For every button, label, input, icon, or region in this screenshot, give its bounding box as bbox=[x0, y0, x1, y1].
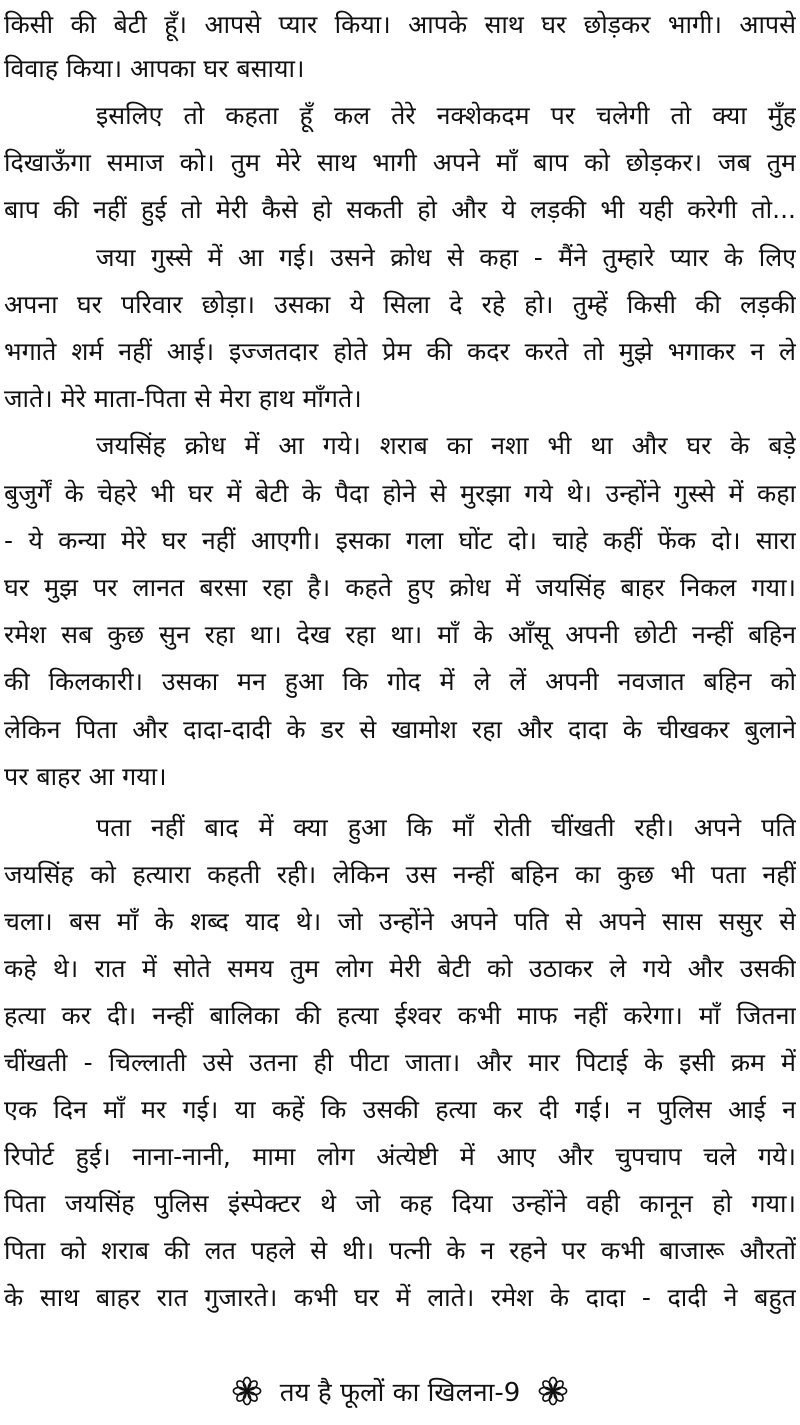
text-line: घर मुझ पर लानत बरसा रहा है। कहते हुए क्रोध में जयसिंह बाहर निकल गया। bbox=[4, 573, 796, 602]
text-line: दिखाऊँगा समाज को। तुम मेरे साथ भागी अपने माँ बाप को छोड़कर। जब तुम bbox=[4, 148, 796, 177]
text-line: बुजुर्गें के चेहरे भी घर में बेटी के पैदा होने से मुरझा गये थे। उन्होंने गुस्से में कहा bbox=[4, 479, 796, 508]
page-footer bbox=[0, 1366, 800, 1416]
text-line: के साथ बाहर रात गुजारते। कभी घर में लाते। रमेश के दादा - दादी ने बहुत bbox=[4, 1283, 796, 1312]
text-line: चला। बस माँ के शब्द याद थे। जो उन्होंने अपने पति से अपने सास ससुर से bbox=[4, 907, 796, 936]
text-line: जयसिंह को हत्यारा कहती रही। लेकिन उस नन्हीं बहिन का कुछ भी पता नहीं bbox=[4, 860, 796, 889]
text-line: पिता जयसिंह पुलिस इंस्पेक्टर थे जो कह दिया उन्होंने वही कानून हो गया। bbox=[4, 1189, 796, 1218]
text-line: पिता को शराब की लत पहले से थी। पत्नी के न रहने पर कभी बाजारू औरतों bbox=[4, 1236, 796, 1265]
page-footer-title: तय है फूलों का खिलना-9 bbox=[279, 1378, 521, 1408]
text-line: भगाते शर्म नहीं आई। इज्जतदार होते प्रेम की कदर करते तो मुझे भगाकर न ले bbox=[4, 337, 796, 366]
flower-ornament-icon bbox=[232, 1376, 262, 1406]
flower-ornament-icon bbox=[538, 1376, 568, 1406]
text-line: हत्या कर दी। नन्हीं बालिका की हत्या ईश्वर कभी माफ नहीं करेगा। माँ जितना bbox=[4, 1001, 796, 1030]
text-line: - ये कन्या मेरे घर नहीं आएगी। इसका गला घोंट दो। चाहे कहीं फेंक दो। सारा bbox=[4, 526, 796, 555]
text-line: जाते। मेरे माता-पिता से मेरा हाथ माँगते। bbox=[4, 384, 362, 413]
text-line: लेकिन पिता और दादा-दादी के डर से खामोश रहा और दादा के चीखकर बुलाने bbox=[4, 715, 796, 744]
text-line: जया गुस्से में आ गई। उसने क्रोध से कहा - मैंने तुम्हारे प्यार के लिए bbox=[96, 243, 796, 272]
text-line: बाप की नहीं हुई तो मेरी कैसे हो सकती हो और ये लड़की भी यही करेगी तो... bbox=[4, 195, 796, 224]
text-line: कहे थे। रात में सोते समय तुम लोग मेरी बेटी को उठाकर ले गये और उसकी bbox=[4, 954, 796, 983]
text-line: किसी की बेटी हूँ। आपसे प्यार किया। आपके साथ घर छोड़कर भागी। आपसे bbox=[4, 10, 796, 39]
text-line: पर बाहर आ गया। bbox=[4, 762, 167, 791]
text-line: की किलकारी। उसका मन हुआ कि गोद में ले लें अपनी नवजात बहिन को bbox=[4, 667, 796, 696]
text-line: चींखती - चिल्लाती उसे उतना ही पीटा जाता। और मार पिटाई के इसी क्रम में bbox=[4, 1048, 796, 1077]
text-line: रिपोर्ट हुई। नाना-नानी, मामा लोग अंत्येष्टी में आए और चुपचाप चले गये। bbox=[4, 1142, 796, 1171]
text-line: पता नहीं बाद में क्या हुआ कि माँ रोती चींखती रही। अपने पति bbox=[96, 813, 796, 842]
text-line: अपना घर परिवार छोड़ा। उसका ये सिला दे रहे हो। तुम्हें किसी की लड़की bbox=[4, 290, 796, 319]
text-line: एक दिन माँ मर गई। या कहें कि उसकी हत्या कर दी गई। न पुलिस आई न bbox=[4, 1095, 796, 1124]
text-line: इसलिए तो कहता हूँ कल तेरे नक्शेकदम पर चलेगी तो क्या मुँह bbox=[96, 101, 796, 130]
text-line: विवाह किया। आपका घर बसाया। bbox=[4, 54, 305, 83]
text-line: रमेश सब कुछ सुन रहा था। देख रहा था। माँ के आँसू अपनी छोटी नन्हीं बहिन bbox=[4, 620, 796, 649]
text-line: जयसिंह क्रोध में आ गये। शराब का नशा भी था और घर के बड़े bbox=[96, 431, 796, 460]
